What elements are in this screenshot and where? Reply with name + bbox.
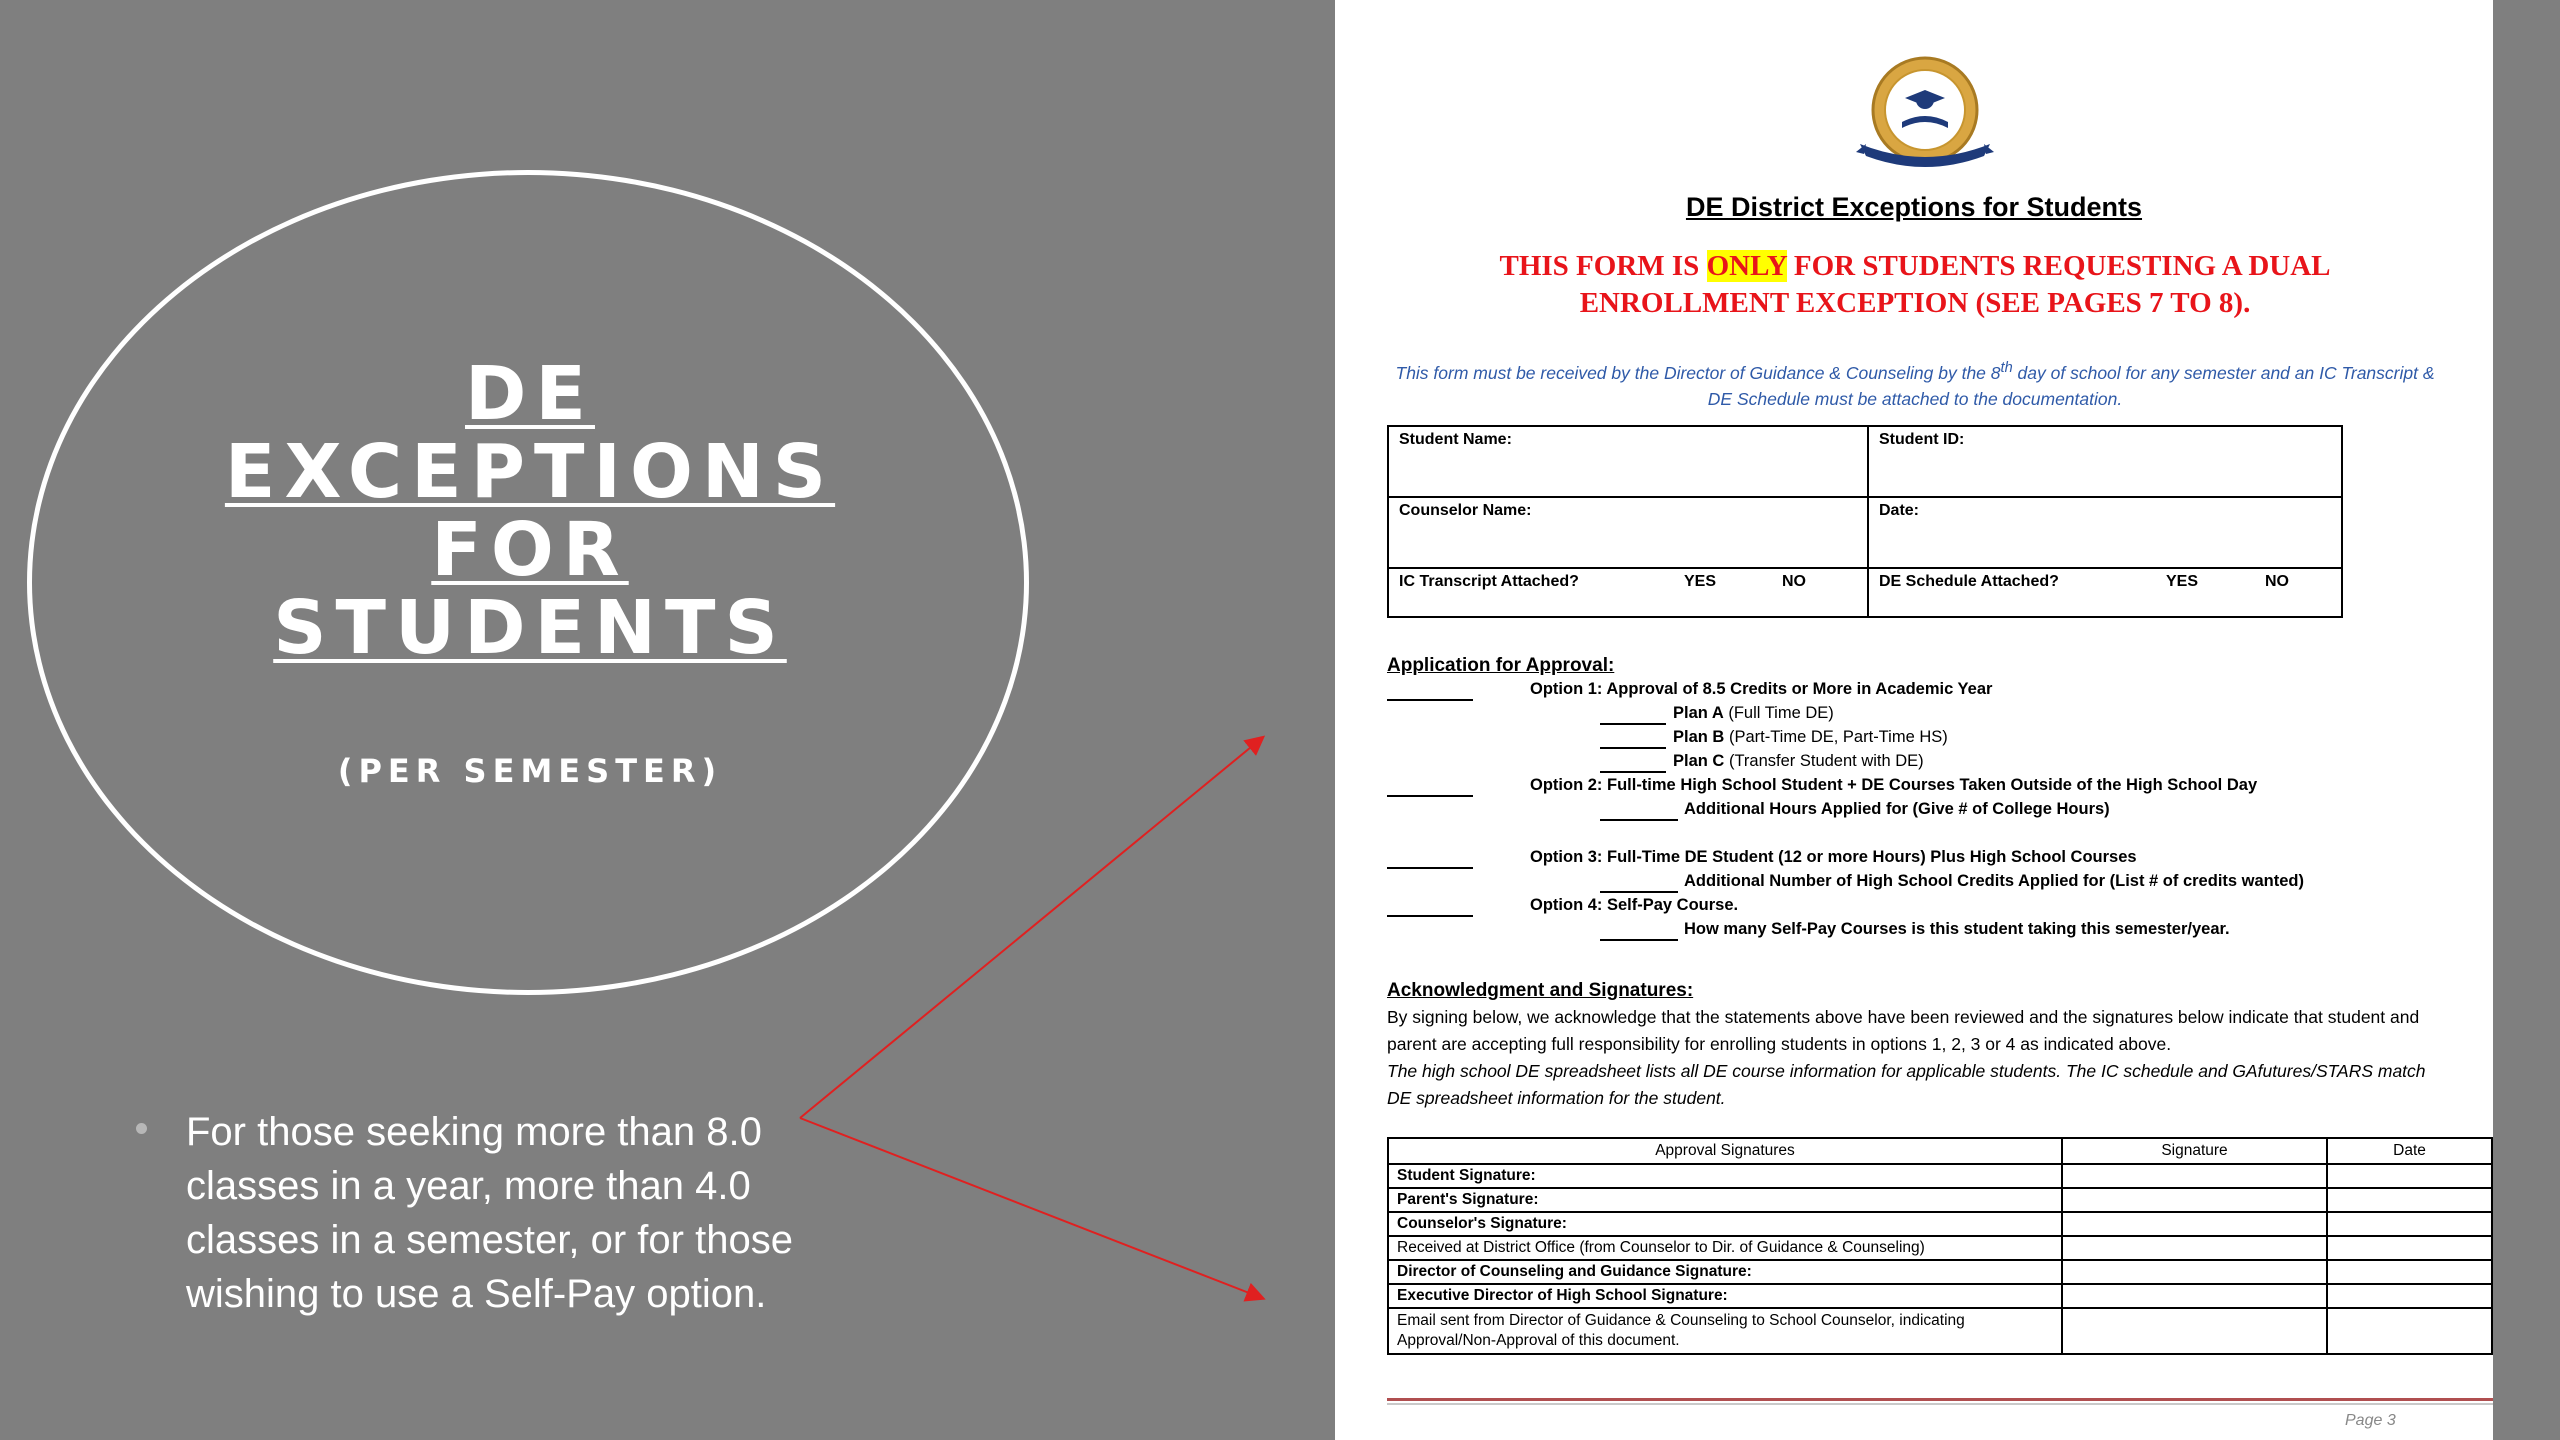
- header-signature: Signature: [2062, 1138, 2327, 1164]
- bullet-text: For those seeking more than 8.0 classes in a year, more than 4.0 classes in a semester, or for those wishing to use a Self-Pay option.: [186, 1110, 793, 1316]
- option2-text: Option 2: Full-time High School Student + DE Courses Taken Outside of the High School Day: [1530, 776, 2258, 794]
- plan-b-label: Plan B: [1673, 728, 1725, 746]
- instructions-a: This form must be received by the Director of Guidance & Counseling by the 8: [1395, 362, 2001, 383]
- title-line-3: FOR: [431, 507, 629, 593]
- option3-sub-text: Additional Number of High School Credits Applied for (List # of credits wanted): [1684, 872, 2304, 890]
- row-label-email: Email sent from Director of Guidance & Counseling to School Counselor, indicating Approval/Non-Approval of this document.: [1388, 1308, 2062, 1354]
- warning-highlight: ONLY: [1706, 250, 1787, 282]
- counselor-name-label: Counselor Name:: [1399, 502, 1532, 519]
- row-label-student: Student Signature:: [1388, 1164, 2062, 1188]
- option1-text: Option 1: Approval of 8.5 Credits or More in Academic Year: [1530, 680, 1993, 698]
- warning-pre: THIS FORM IS: [1499, 250, 1707, 282]
- de-yes-option[interactable]: YES: [2166, 573, 2199, 590]
- header-approval-signatures: Approval Signatures: [1388, 1138, 2062, 1164]
- instructions-b: day of school for any semester and an IC Transcript & DE Schedule must be attached to the documentation.: [1707, 362, 2435, 409]
- document-title: DE District Exceptions for Students: [1685, 192, 2143, 222]
- plan-c-label: Plan C: [1673, 752, 1725, 770]
- row-label-counselor: Counselor's Signature:: [1388, 1212, 2062, 1236]
- acknowledgment-text: By signing below, we acknowledge that the statements above have been reviewed and the signatures below indicate that student and parent are accepting full responsibility for enrolling students in options 1, 2, 3 or 4 as indicated above.: [1387, 1007, 2420, 1054]
- row-label-executive-director: Executive Director of High School Signature:: [1388, 1284, 2062, 1308]
- header-date: Date: [2327, 1138, 2492, 1164]
- ic-no-option[interactable]: NO: [1782, 573, 1806, 590]
- de-schedule-label: DE Schedule Attached?: [1879, 573, 2059, 590]
- option2-sub-text: Additional Hours Applied for (Give # of College Hours): [1684, 800, 2110, 818]
- title-line-4: STUDENTS: [273, 585, 787, 671]
- warning-post: FOR STUDENTS REQUESTING A DUAL ENROLLMENT EXCEPTION (SEE PAGES 7 TO 8).: [1579, 250, 2331, 319]
- date-label: Date:: [1879, 502, 1920, 519]
- slide-subtitle: (PER SEMESTER): [337, 752, 723, 790]
- arrow-to-options: [800, 738, 1262, 1118]
- row-label-district-office: Received at District Office (from Counselor to Dir. of Guidance & Counseling): [1388, 1236, 2062, 1260]
- application-heading: Application for Approval:: [1387, 655, 1615, 676]
- ic-yes-option[interactable]: YES: [1684, 573, 1717, 590]
- option4-sub-text: How many Self-Pay Courses is this student taking this semester/year.: [1684, 920, 2230, 938]
- plan-c-desc: (Transfer Student with DE): [1728, 752, 1924, 770]
- plan-a-desc: (Full Time DE): [1728, 704, 1834, 722]
- plan-b-desc: (Part-Time DE, Part-Time HS): [1728, 728, 1948, 746]
- plan-a-label: Plan A: [1673, 704, 1724, 722]
- instructions-sup: th: [2000, 360, 2013, 376]
- title-line-2: EXCEPTIONS: [224, 429, 836, 515]
- arrow-to-signatures: [800, 1118, 1262, 1298]
- option3-text: Option 3: Full-Time DE Student (12 or more Hours) Plus High School Courses: [1530, 848, 2137, 866]
- title-line-1: DE: [465, 351, 595, 437]
- page-number: Page 3: [2345, 1412, 2396, 1429]
- row-label-director: Director of Counseling and Guidance Signature:: [1388, 1260, 2062, 1284]
- option4-text: Option 4: Self-Pay Course.: [1530, 896, 1739, 914]
- student-id-label: Student ID:: [1879, 431, 1965, 448]
- de-no-option[interactable]: NO: [2265, 573, 2289, 590]
- ic-transcript-label: IC Transcript Attached?: [1399, 573, 1579, 590]
- student-name-label: Student Name:: [1399, 431, 1512, 448]
- acknowledgment-heading: Acknowledgment and Signatures:: [1387, 980, 1694, 1001]
- acknowledgment-italic: The high school DE spreadsheet lists all DE course information for applicable students. The IC schedule and GAfutures/STARS match DE spreadsheet information for the student.: [1387, 1061, 2426, 1108]
- row-label-parent: Parent's Signature:: [1388, 1188, 2062, 1212]
